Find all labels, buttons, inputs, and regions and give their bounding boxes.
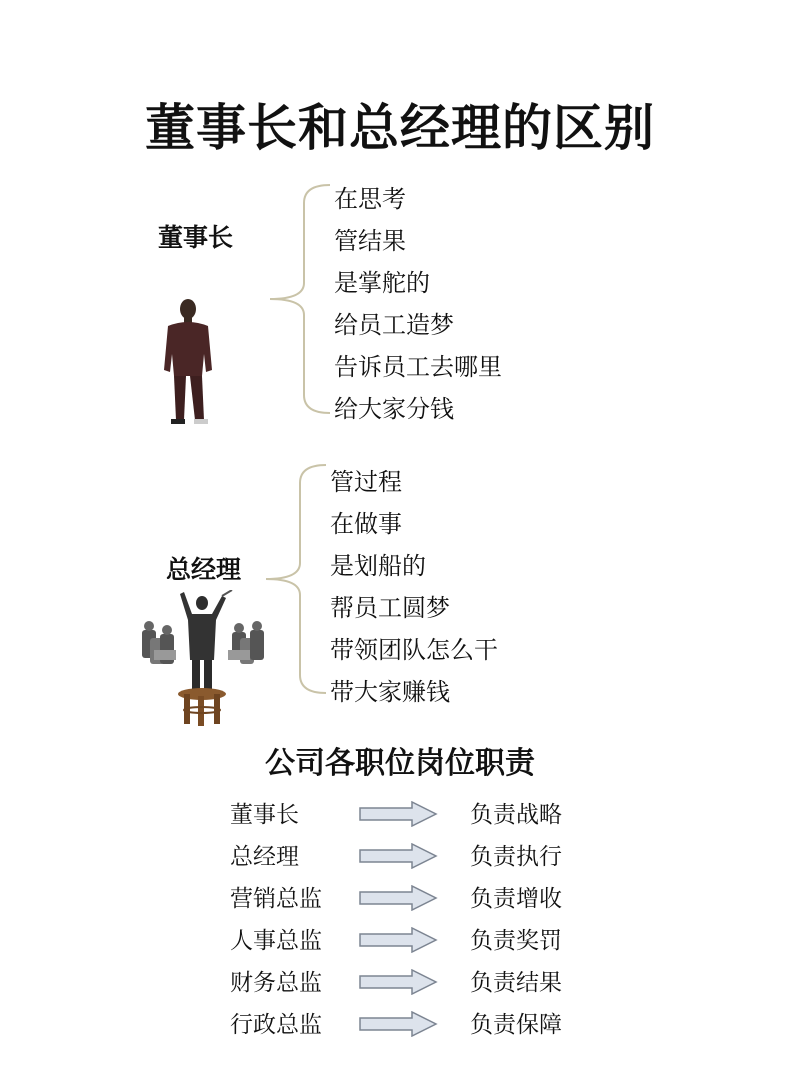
duty-role: 总经理 (230, 844, 299, 870)
general-manager-trait: 带领团队怎么干 (330, 636, 498, 664)
duties-table (220, 792, 600, 1044)
general-manager-trait: 管过程 (330, 468, 402, 496)
right-arrow-icon (358, 885, 438, 911)
chairman-trait: 给大家分钱 (334, 395, 454, 423)
chairman-trait: 是掌舵的 (334, 269, 430, 297)
page-title: 董事长和总经理的区别 (145, 99, 655, 157)
duty-row (220, 918, 600, 960)
right-arrow-icon (358, 927, 438, 953)
duty-role: 行政总监 (230, 1012, 322, 1038)
right-arrow-icon (358, 843, 438, 869)
duty-description: 负责战略 (470, 802, 562, 828)
right-arrow-icon (358, 801, 438, 827)
right-arrow-icon (358, 969, 438, 995)
general-manager-figure (140, 590, 266, 730)
chairman-trait: 在思考 (334, 185, 406, 213)
chairman-trait: 给员工造梦 (334, 311, 454, 339)
duty-description: 负责保障 (470, 1012, 562, 1038)
duties-title: 公司各职位岗位职责 (265, 746, 535, 781)
duty-row (220, 834, 600, 876)
chairman-trait: 管结果 (334, 227, 406, 255)
duty-role: 营销总监 (230, 886, 322, 912)
chairman-trait: 告诉员工去哪里 (334, 353, 502, 381)
duty-role: 董事长 (230, 802, 299, 828)
general-manager-trait: 帮员工圆梦 (330, 594, 450, 622)
chairman-brace (266, 183, 336, 415)
duty-description: 负责奖罚 (470, 928, 562, 954)
chairman-label: 董事长 (158, 223, 234, 252)
duty-role: 财务总监 (230, 970, 322, 996)
duty-description: 负责执行 (470, 844, 562, 870)
general-manager-trait: 在做事 (330, 510, 402, 538)
duty-row (220, 1002, 600, 1044)
duty-description: 负责增收 (470, 886, 562, 912)
general-manager-brace (262, 463, 332, 695)
chairman-figure (150, 298, 230, 432)
duty-row (220, 792, 600, 834)
general-manager-traits-list (330, 461, 498, 713)
general-manager-trait: 带大家赚钱 (330, 678, 450, 706)
duty-row (220, 960, 600, 1002)
right-arrow-icon (358, 1011, 438, 1037)
duty-role: 人事总监 (230, 928, 322, 954)
chairman-traits-list (334, 178, 502, 430)
general-manager-trait: 是划船的 (330, 552, 426, 580)
general-manager-label: 总经理 (166, 555, 242, 584)
duty-description: 负责结果 (470, 970, 562, 996)
duty-row (220, 876, 600, 918)
